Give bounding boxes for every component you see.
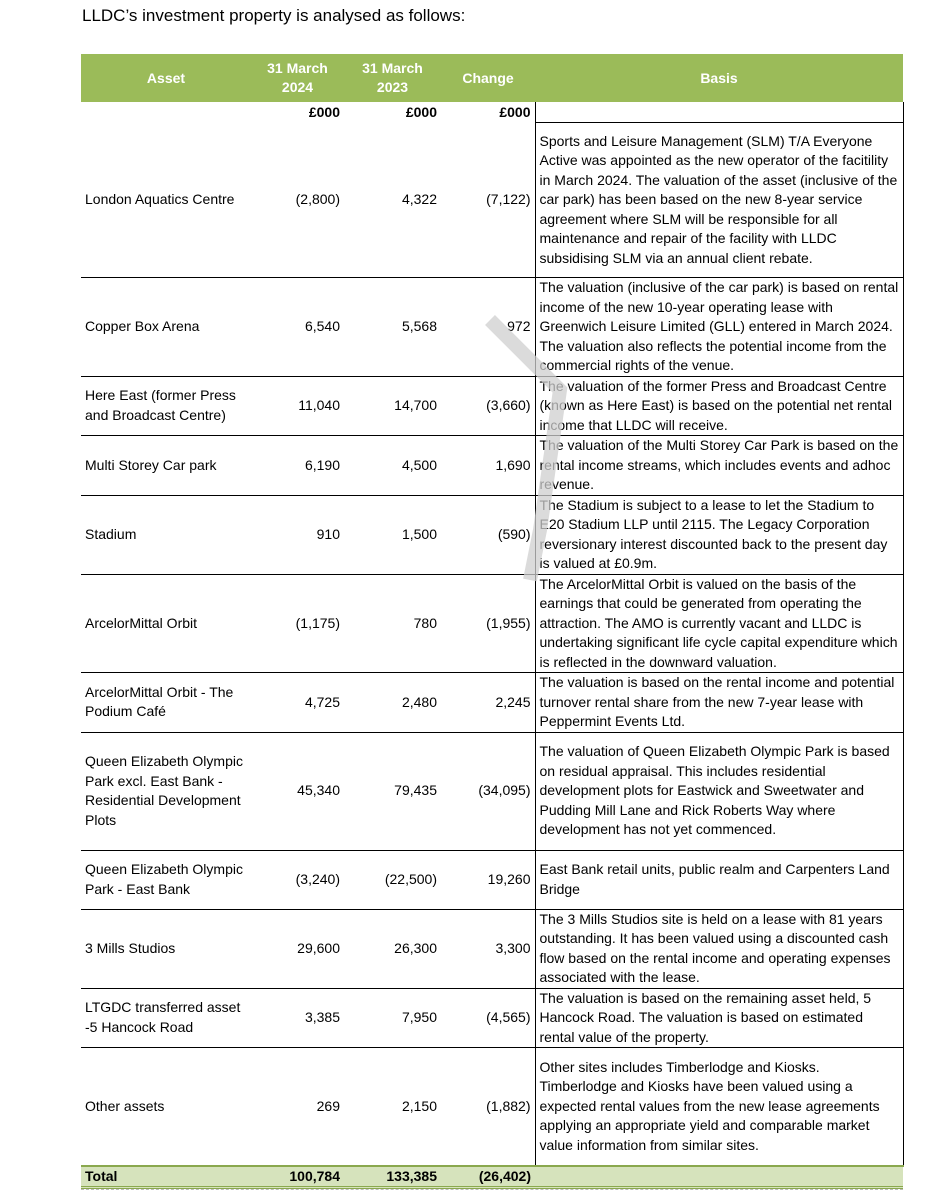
basis-cell: The valuation (inclusive of the car park) is based on rental income of the new 10-year operating lease with Greenwich Leisure Limited (GLL) entered in March 2024. The valuation also reflects the potential income from the commercial rights of the venue. xyxy=(535,278,903,377)
value-2024-cell: 29,600 xyxy=(251,909,344,988)
header-2023: 31 March 2023 xyxy=(344,54,441,102)
investment-property-table xyxy=(81,54,904,1189)
table-row xyxy=(81,376,903,436)
total-2024: 100,784 xyxy=(251,1166,344,1188)
unit-2024: £000 xyxy=(308,104,340,120)
total-label: Total xyxy=(81,1166,251,1188)
value-2023-cell: 4,322 xyxy=(344,123,441,278)
table-row xyxy=(81,574,903,673)
value-2024-cell: 3,385 xyxy=(251,988,344,1048)
value-2023-cell: 1,500 xyxy=(344,495,441,574)
header-basis: Basis xyxy=(535,54,903,102)
total-change: (26,402) xyxy=(441,1166,535,1188)
basis-cell: The valuation of the Multi Storey Car Park is based on the rental income streams, which includes events and adhoc revenue. xyxy=(535,436,903,496)
table-body xyxy=(81,123,903,1166)
basis-cell: Other sites includes Timberlodge and Kiosks. Timberlodge and Kiosks have been valued using a expected rental values from the new lease agreements applying an appropriate yield and comparable market value information from similar sites. xyxy=(535,1048,903,1166)
value-2023-cell: 2,480 xyxy=(344,673,441,733)
basis-cell: The 3 Mills Studios site is held on a lease with 81 years outstanding. It has been valued using a discounted cash flow based on the rental income and operating expenses associated with the lease. xyxy=(535,909,903,988)
asset-cell: Stadium xyxy=(81,495,251,574)
asset-cell: Here East (former Press and Broadcast Centre) xyxy=(81,376,251,436)
value-2023-cell: 5,568 xyxy=(344,278,441,377)
asset-cell: ArcelorMittal Orbit - The Podium Café xyxy=(81,673,251,733)
value-2024-cell: 269 xyxy=(251,1048,344,1166)
value-2023-cell: 79,435 xyxy=(344,732,441,850)
asset-cell: Other assets xyxy=(81,1048,251,1166)
units-row xyxy=(81,102,903,123)
basis-cell: The valuation is based on the remaining asset held, 5 Hancock Road. The valuation is based on estimated rental value of the property. xyxy=(535,988,903,1048)
table-row xyxy=(81,278,903,377)
change-cell: 1,690 xyxy=(441,436,535,496)
table-row xyxy=(81,988,903,1048)
value-2023-cell: 26,300 xyxy=(344,909,441,988)
value-2023-cell: 4,500 xyxy=(344,436,441,496)
table-row xyxy=(81,495,903,574)
change-cell: (34,095) xyxy=(441,732,535,850)
asset-cell: 3 Mills Studios xyxy=(81,909,251,988)
asset-cell: Queen Elizabeth Olympic Park excl. East Bank - Residential Development Plots xyxy=(81,732,251,850)
basis-cell: East Bank retail units, public realm and Carpenters Land Bridge xyxy=(535,850,903,909)
asset-cell: Multi Storey Car park xyxy=(81,436,251,496)
change-cell: (1,882) xyxy=(441,1048,535,1166)
total-2023: 133,385 xyxy=(344,1166,441,1188)
unit-2023: £000 xyxy=(405,104,437,120)
total-row xyxy=(81,1166,903,1188)
intro-text: LLDC’s investment property is analysed as follows: xyxy=(82,6,466,25)
unit-change: £000 xyxy=(499,104,531,120)
value-2024-cell: 45,340 xyxy=(251,732,344,850)
value-2024-cell: (2,800) xyxy=(251,123,344,278)
value-2024-cell: 6,540 xyxy=(251,278,344,377)
value-2024-cell: (1,175) xyxy=(251,574,344,673)
asset-cell: ArcelorMittal Orbit xyxy=(81,574,251,673)
basis-cell: The valuation of Queen Elizabeth Olympic Park is based on residual appraisal. This includes residential development plots for Eastwick and Sweetwater and Pudding Mill Lane and Rick Roberts Way where development has not yet commenced. xyxy=(535,732,903,850)
basis-cell: The valuation of the former Press and Broadcast Centre (known as Here East) is based on the potential net rental income that LLDC will receive. xyxy=(535,376,903,436)
value-2024-cell: 910 xyxy=(251,495,344,574)
basis-cell: The valuation is based on the rental income and potential turnover rental share from the new 7-year lease with Peppermint Events Ltd. xyxy=(535,673,903,733)
change-cell: 2,245 xyxy=(441,673,535,733)
basis-cell: Sports and Leisure Management (SLM) T/A Everyone Active was appointed as the new operator of the facitility in March 2024. The valuation of the asset (inclusive of the car park) has been based on the new 8-year service agreement where SLM will be responsible for all maintenance and repair of the facility with LLDC subsidising SLM via an annual client rebate. xyxy=(535,123,903,278)
change-cell: (590) xyxy=(441,495,535,574)
value-2023-cell: (22,500) xyxy=(344,850,441,909)
asset-cell: LTGDC transferred asset -5 Hancock Road xyxy=(81,988,251,1048)
value-2023-cell: 780 xyxy=(344,574,441,673)
table-row xyxy=(81,732,903,850)
header-2024: 31 March 2024 xyxy=(251,54,344,102)
header-change: Change xyxy=(441,54,535,102)
asset-cell: London Aquatics Centre xyxy=(81,123,251,278)
value-2024-cell: (3,240) xyxy=(251,850,344,909)
header-asset: Asset xyxy=(81,54,251,102)
change-cell: 972 xyxy=(441,278,535,377)
table-row xyxy=(81,673,903,733)
value-2024-cell: 4,725 xyxy=(251,673,344,733)
change-cell: (4,565) xyxy=(441,988,535,1048)
value-2024-cell: 6,190 xyxy=(251,436,344,496)
footer-rule xyxy=(81,1189,903,1190)
change-cell: (1,955) xyxy=(441,574,535,673)
change-cell: 19,260 xyxy=(441,850,535,909)
basis-cell: The ArcelorMittal Orbit is valued on the basis of the earnings that could be generated from operating the attraction. The AMO is currently vacant and LLDC is undertaking significant life cycle capital expenditure which is reflected in the downward valuation. xyxy=(535,574,903,673)
change-cell: 3,300 xyxy=(441,909,535,988)
change-cell: (7,122) xyxy=(441,123,535,278)
asset-cell: Queen Elizabeth Olympic Park - East Bank xyxy=(81,850,251,909)
value-2023-cell: 7,950 xyxy=(344,988,441,1048)
table-header-row xyxy=(81,54,903,102)
value-2024-cell: 11,040 xyxy=(251,376,344,436)
table-row xyxy=(81,850,903,909)
table-row xyxy=(81,909,903,988)
change-cell: (3,660) xyxy=(441,376,535,436)
value-2023-cell: 2,150 xyxy=(344,1048,441,1166)
basis-cell: The Stadium is subject to a lease to let the Stadium to E20 Stadium LLP until 2115. The Legacy Corporation reversionary interest discounted back to the present day is valued at £0.9m. xyxy=(535,495,903,574)
table-row xyxy=(81,1048,903,1166)
table-row xyxy=(81,123,903,278)
value-2023-cell: 14,700 xyxy=(344,376,441,436)
table-row xyxy=(81,436,903,496)
asset-cell: Copper Box Arena xyxy=(81,278,251,377)
